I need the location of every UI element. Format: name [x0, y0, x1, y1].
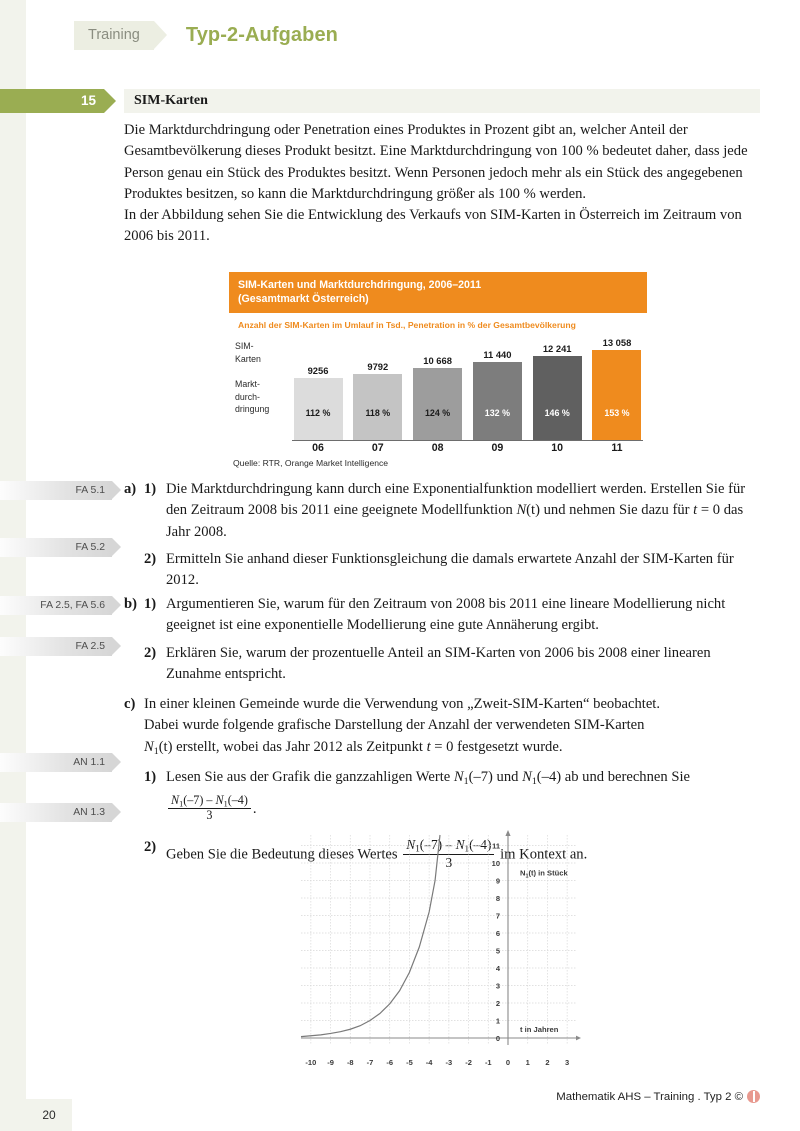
c2f-n-a-sub: 1 [415, 843, 420, 854]
graph-y-tick-label: 7 [495, 911, 500, 921]
question-b1 [124, 594, 764, 637]
graph-x-tick-label: -9 [327, 1058, 334, 1067]
c1f-n-b: N [215, 792, 224, 807]
question-c-letter: c) [124, 696, 136, 712]
q-a1-seg1: Die Marktdurchdringung kann durch eine Exponentialfunktion modelliert werden. Erstellen Sie für den Zeitraum 2008 bis 2011 eine geeignete Modellfunktion [166, 481, 746, 519]
question-a2 [124, 549, 764, 592]
c2f-n-a: N [406, 836, 416, 852]
graph-x-tick-label: -4 [425, 1058, 433, 1067]
chart-bar-percent-label: 112 % [305, 408, 331, 418]
graph-svg [291, 827, 583, 1075]
question-a2-number: 2) [144, 550, 157, 567]
question-b2-number: 2) [144, 644, 157, 661]
c1-n-b: N [522, 768, 532, 785]
graph-x-tick-label: -1 [484, 1058, 492, 1067]
question-c1 [124, 767, 764, 823]
c-math-n: N [144, 738, 154, 755]
chart-bar [533, 356, 582, 440]
q-a1-seg3: = 0 das Jahr 2008. [166, 502, 744, 540]
page-title: Typ-2-Aufgaben [185, 23, 338, 46]
graph-y-tick-label: 8 [495, 894, 500, 903]
graph-x-axis-arrow [576, 1036, 581, 1041]
exponential-function-graph [291, 827, 583, 1075]
row-label-sim: SIM- [235, 341, 254, 351]
c2-seg1: Geben Sie die Bedeutung dieses Wertes [166, 846, 402, 863]
question-c-lead-text [144, 694, 764, 762]
c-lead-line-1: In einer kleinen Gemeinde wurde die Verwendung von „Zweit-SIM-Karten“ beobachtet. [144, 696, 660, 712]
task-number-badge: 15 [0, 89, 104, 113]
chart-row-label-marktdurchdringung [235, 378, 269, 416]
question-a [124, 479, 764, 591]
left-margin-strip [0, 0, 26, 1131]
question-b [124, 594, 764, 685]
graph-x-tick-label: 3 [565, 1058, 570, 1067]
chart-x-tick: 10 [551, 442, 564, 454]
chart-bar-value-label: 9256 [307, 365, 329, 376]
c2f-minus: – [442, 836, 456, 852]
chart-bar-percent-label: 124 % [425, 408, 451, 418]
question-b1-text: Argumentieren Sie, warum für den Zeitraum von 2008 bis 2011 eine lineare Modellierung nicht geeignet ist eine exponentielle Modellierung eine gute Annäherung ergibt. [166, 596, 726, 634]
c1f-n-a: N [171, 792, 180, 807]
chip-an-1-1: AN 1.1 [0, 753, 112, 772]
c2f-n-b-sub: 1 [464, 843, 470, 854]
chart-plot-area [229, 334, 647, 456]
c1f-arg4: (–4) [227, 792, 248, 807]
row-label-karten: Karten [235, 353, 261, 364]
chart-title-bar [229, 272, 647, 313]
c2f-arg7: (–7) [419, 836, 443, 852]
q-a1-math-n: N [516, 502, 527, 519]
chart-bar-value-label: 11 440 [483, 349, 512, 360]
graph-y-tick-label: 2 [495, 999, 500, 1008]
chart-bar-group [531, 343, 583, 440]
chart-x-tick-labels [292, 442, 643, 456]
q-a1-seg2: und nehmen Sie dazu für [539, 502, 694, 519]
c1-seg1: Lesen Sie aus der Grafik die ganzzahligen Werte [166, 768, 454, 785]
c1-seg3: ab und berechnen Sie [561, 768, 690, 785]
c1-n-a-sub: 1 [463, 775, 469, 787]
q-a1-math-t2: t [693, 502, 698, 519]
question-a-letter: a) [124, 481, 137, 497]
chart-bar-group [591, 337, 643, 440]
c-math-n-sub: 1 [153, 745, 159, 757]
graph-x-tick-label: -7 [366, 1058, 374, 1067]
chart-x-tick: 08 [431, 442, 444, 454]
chart-row-labels [235, 340, 269, 416]
c-lead-line-2: Dabei wurde folgende grafische Darstellung der Anzahl der verwendeten SIM-Karten [144, 717, 645, 734]
chart-x-axis-line [292, 440, 643, 441]
chip-an-1-3: AN 1.3 [0, 803, 112, 822]
graph-x-tick-label: -2 [465, 1058, 472, 1067]
question-a1-text [166, 479, 764, 543]
intro-paragraph-2: In der Abbildung sehen Sie die Entwicklung des Verkaufs von SIM-Karten in Österreich im Zeitraum von 2006 bis 2011. [124, 207, 742, 245]
c-math-t: (t) [158, 738, 173, 755]
chart-title-line-2: (Gesamtmarkt Österreich) [238, 293, 369, 305]
c1f-minus: – [203, 792, 216, 807]
graph-x-tick-label: 1 [525, 1058, 530, 1067]
question-c1-number: 1) [144, 768, 157, 785]
chart-title-line-1: SIM-Karten und Marktdurchdringung, 2006–2011 [238, 279, 482, 291]
c1f-arg7: (–7) [183, 792, 204, 807]
chart-x-tick: 06 [312, 442, 324, 454]
chart-bar-percent-label: 146 % [544, 408, 570, 418]
c1-period: . [252, 800, 257, 817]
footer-text: Mathematik AHS – Training . Typ 2 © [556, 1090, 743, 1103]
question-c2-number: 2) [144, 838, 157, 855]
chart-bar-group [292, 365, 344, 440]
chart-bar-value-label: 13 058 [602, 337, 632, 348]
graph-y-axis-arrow [505, 830, 510, 836]
c1f-n-b-sub: 1 [223, 799, 228, 809]
graph-x-tick-label: -5 [406, 1058, 413, 1067]
chart-bar-group [352, 361, 404, 440]
graph-y-tick-label: 3 [495, 981, 500, 991]
chip-fa-5-1: FA 5.1 [0, 481, 112, 500]
chart-bar-value-label: 12 241 [542, 343, 572, 354]
graph-y-tick-label: 11 [492, 841, 500, 851]
chart-bar-percent-label: 118 % [365, 408, 391, 418]
question-b1-number: 1) [144, 596, 157, 612]
chart-bar [413, 368, 462, 440]
chart-bar-value-label: 9792 [367, 361, 389, 372]
chart-bar-group [471, 349, 523, 440]
c1-fraction [168, 794, 251, 823]
chart-row-label-simkarten [235, 340, 269, 365]
c2-seg2: im Kontext an. [496, 846, 588, 863]
page-header [74, 21, 338, 50]
task-title: SIM-Karten [124, 89, 760, 113]
c2f-arg4: (–4) [469, 836, 492, 852]
q-a1-math-t: (t) [526, 502, 540, 519]
graph-x-tick-label: -3 [445, 1058, 453, 1067]
question-a1-number: 1) [144, 481, 157, 497]
question-b2-text: Erklären Sie, warum der prozentuelle Anteil an SIM-Karten von 2006 bis 2008 einer linearen Zunahme entspricht. [166, 644, 711, 682]
chart-source-note: Quelle: RTR, Orange Market Intelligence [233, 458, 389, 468]
chart-bars [292, 334, 643, 440]
c1-arg4: (–4) [536, 768, 562, 785]
chip-fa-5-2: FA 5.2 [0, 538, 112, 557]
chart-x-tick: 07 [371, 442, 384, 454]
header-chip-training: Training [74, 21, 154, 50]
question-c1-text [166, 767, 764, 823]
graph-curve [301, 835, 443, 1037]
chart-bar-group [412, 355, 464, 440]
chart-bar [353, 374, 402, 440]
chart-bar [294, 378, 343, 440]
chip-fa-2-5-5-6: FA 2.5, FA 5.6 [0, 596, 112, 615]
graph-xlabel: t in Jahren [520, 1025, 559, 1034]
graph-y-tick-label: 1 [495, 1016, 500, 1026]
page-number: 20 [26, 1099, 72, 1131]
c-lead-end: = 0 festgesetzt wurde. [430, 738, 563, 755]
page-footer [556, 1090, 760, 1103]
chart-x-tick: 09 [491, 442, 504, 454]
row-label-dringung: dringung [235, 404, 270, 414]
question-b-letter: b) [124, 596, 137, 612]
row-label-durch: durch- [235, 391, 260, 402]
c1-n-a: N [453, 768, 464, 785]
graph-y-tick-label: 9 [495, 876, 500, 886]
c-lead-line-3 [144, 737, 764, 762]
c1-fraction-denominator: 3 [168, 808, 251, 823]
graph-y-tick-label: 0 [495, 1034, 500, 1043]
c1-fraction-numerator [168, 794, 251, 809]
c1-seg2: und [492, 768, 523, 785]
c1-n-b-sub: 1 [531, 775, 537, 787]
chart-bar [473, 362, 522, 440]
question-a1 [124, 479, 764, 543]
c2f-n-b: N [455, 836, 465, 852]
graph-y-tick-label: 5 [495, 946, 500, 956]
chart-bar-percent-label: 153 % [604, 408, 630, 418]
graph-x-tick-label: 0 [505, 1058, 511, 1067]
c1-arg7: (–7) [468, 768, 493, 785]
chart-bar-value-label: 10 668 [423, 355, 452, 366]
question-a2-text: Ermitteln Sie anhand dieser Funktionsgleichung die damals erwartete Anzahl der SIM-Karten für 2012. [166, 550, 734, 589]
chart-bar [592, 350, 641, 440]
chart-bar-percent-label: 132 % [484, 408, 510, 418]
chart-subtitle: Anzahl der SIM-Karten im Umlauf in Tsd., Penetration in % der Gesamtbevölkerung [238, 320, 576, 330]
sim-card-bar-chart [229, 272, 647, 468]
graph-x-tick-label: 2 [545, 1058, 550, 1067]
graph-x-tick-label: -6 [386, 1058, 394, 1067]
c1f-n-a-sub: 1 [179, 799, 184, 809]
task-header-bar [0, 89, 760, 113]
question-b2 [124, 643, 764, 686]
row-label-markt: Markt- [235, 379, 260, 389]
graph-ylabel: $N_1(t)$ in Stück [520, 868, 568, 880]
graph-y-tick-label: 6 [495, 929, 500, 938]
graph-x-tick-label: -10 [305, 1058, 317, 1067]
c-math-t2: t [426, 738, 431, 755]
task-intro-text [124, 120, 760, 248]
graph-x-tick-label: -8 [346, 1058, 354, 1067]
chip-fa-2-5: FA 2.5 [0, 637, 112, 656]
graph-y-tick-label: 10 [491, 859, 500, 868]
intro-paragraph-1: Die Marktdurchdringung oder Penetration eines Produktes in Prozent gibt an, welcher Anteil der Gesamtbevölkerung dieses Produkt besitzt. Eine Marktdurchdringung von 100 % bedeutet daher, dass jede Person genau ein Stück des Produktes besitzt. Wenn Personen jedoch mehr als ein Stück des angegebenen Produktes besitzen, so kann die Marktdurchdringung größer als 100 % werden. [124, 122, 748, 202]
c-lead-seg: erstellt, wobei das Jahr 2012 als Zeitpunkt [172, 738, 427, 755]
graph-y-tick-label: 4 [495, 964, 500, 973]
c2-fraction-denominator: 3 [403, 854, 494, 870]
c1-formula-row [166, 794, 764, 823]
publisher-logo-icon [747, 1090, 760, 1103]
chart-x-tick: 11 [611, 442, 623, 454]
question-c-lead [124, 694, 764, 762]
